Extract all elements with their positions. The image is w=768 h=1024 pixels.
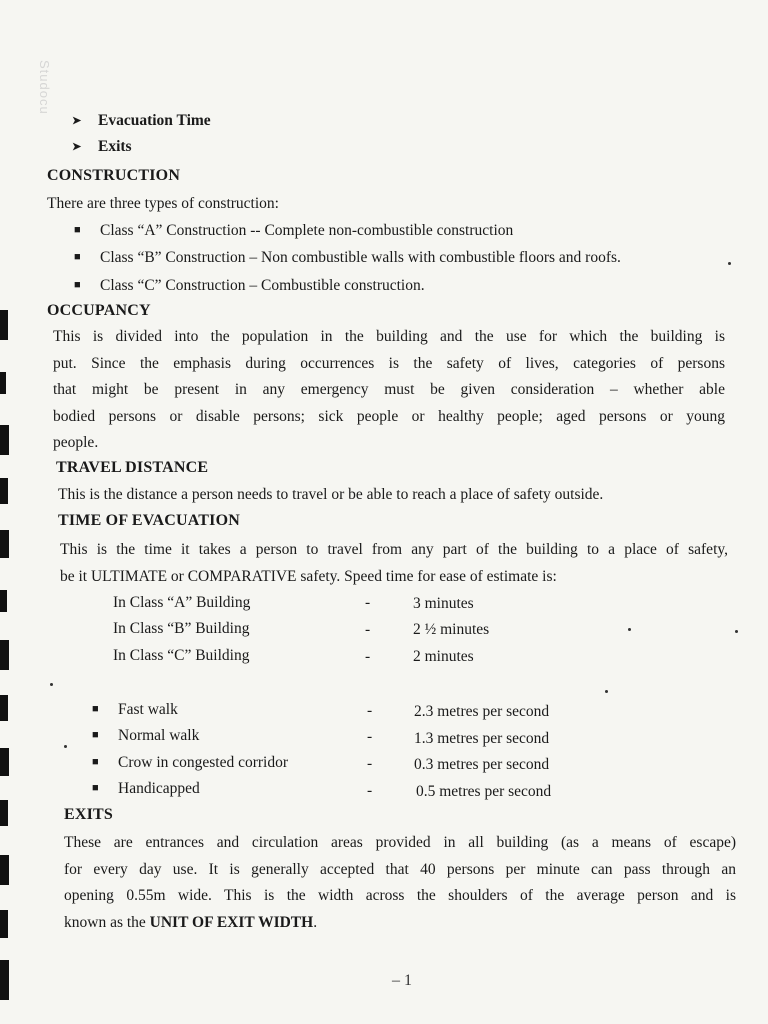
occupancy-paragraph [53, 324, 725, 457]
building-time-row [113, 619, 249, 639]
row-value: 0.5 metres per second [416, 783, 552, 800]
binding-mark [0, 425, 9, 455]
binding-mark [0, 800, 8, 826]
row-value: 2 minutes [413, 648, 474, 665]
speed-row: ■ Handicapped [92, 780, 200, 797]
paragraph-line: be it ULTIMATE or COMPARATIVE safety. Speed time for ease of estimate is: [60, 567, 557, 585]
scan-speck [628, 628, 631, 631]
exits-paragraph [64, 830, 736, 936]
heading-exits: EXITS [64, 806, 114, 823]
unit-of-exit-width: UNIT OF EXIT WIDTH [149, 913, 314, 931]
binding-mark [0, 910, 8, 938]
arrow-bullet-icon: ➤ [72, 141, 82, 153]
square-bullet-icon: ■ [92, 703, 99, 715]
row-value: 2.3 metres per second [414, 703, 550, 720]
row-separator: - [367, 728, 373, 745]
binding-mark [0, 855, 9, 885]
row-label: In Class “B” Building [113, 620, 250, 637]
arrow-bullet-icon: ➤ [72, 115, 82, 127]
binding-mark [0, 372, 6, 394]
paragraph-line: This is divided into the population in the building and the use for which the building is [53, 328, 725, 345]
row-value: 3 minutes [413, 595, 474, 612]
speed-row: ■ Fast walk [92, 701, 178, 718]
row-separator: - [365, 594, 371, 611]
paragraph-line: known as the UNIT OF EXIT WIDTH. [64, 913, 318, 931]
speed-row: ■ Crow in congested corridor [92, 754, 289, 771]
row-separator: - [365, 648, 371, 665]
row-value: 2 ½ minutes [413, 621, 490, 638]
arrow-item-evacuation-time: ➤ Evacuation Time [72, 112, 211, 129]
binding-mark [0, 695, 8, 721]
paragraph-line: put. Since the emphasis during occurrences is the safety of lives, categories of persons [53, 354, 725, 372]
evacuation-paragraph [60, 537, 728, 590]
binding-mark [0, 478, 8, 504]
watermark-text: Studocu [37, 60, 52, 115]
heading-construction: CONSTRUCTION [47, 167, 181, 184]
building-time-row [113, 593, 250, 613]
row-separator: - [367, 782, 373, 799]
binding-mark [0, 960, 9, 1000]
square-bullet-icon: ■ [92, 756, 99, 768]
heading-occupancy: OCCUPANCY [47, 302, 151, 319]
page-footer: – 1 [392, 972, 412, 989]
heading-time-of-evacuation: TIME OF EVACUATION [58, 512, 240, 529]
paragraph-line: for every day use. It is generally accepted that 40 persons per minute can pass through an [64, 860, 736, 878]
binding-mark [0, 310, 8, 340]
row-separator: - [365, 621, 371, 638]
row-separator: - [367, 702, 373, 719]
paragraph-line: that might be present in any emergency must be given consideration – whether able [53, 381, 725, 398]
building-time-row [113, 646, 249, 666]
scan-speck [64, 745, 67, 748]
square-bullet-icon: ■ [92, 782, 99, 794]
speed-row: ■ Normal walk [92, 727, 200, 744]
binding-mark [0, 640, 9, 670]
construction-intro: There are three types of construction: [47, 195, 279, 212]
scan-speck [605, 690, 608, 693]
paragraph-line: people. [53, 434, 99, 451]
square-bullet-icon: ■ [74, 251, 81, 263]
row-label: In Class “A” Building [113, 594, 251, 611]
square-bullet-icon: ■ [74, 279, 81, 291]
row-label: In Class “C” Building [113, 647, 250, 664]
paragraph-line: opening 0.55m wide. This is the width across the shoulders of the average person and is [64, 887, 736, 904]
construction-item: ■ Class “B” Construction – Non combustible walls with combustible floors and roofs. [74, 249, 621, 266]
binding-mark [0, 530, 9, 558]
paragraph-line: This is the time it takes a person to travel from any part of the building to a place of safety, [60, 541, 728, 558]
paragraph-line: bodied persons or disable persons; sick people or healthy people; aged persons or young [53, 407, 725, 425]
paragraph-line: These are entrances and circulation areas provided in all building (as a means of escape) [64, 834, 736, 851]
scan-speck [50, 683, 53, 686]
scan-speck [735, 630, 738, 633]
row-value: 0.3 metres per second [414, 756, 550, 773]
binding-mark [0, 590, 7, 612]
scan-speck [728, 262, 731, 265]
binding-mark [0, 748, 9, 776]
square-bullet-icon: ■ [74, 224, 81, 236]
square-bullet-icon: ■ [92, 729, 99, 741]
construction-item: ■ Class “C” Construction – Combustible construction. [74, 277, 425, 294]
arrow-item-exits: ➤ Exits [72, 138, 132, 155]
row-separator: - [367, 755, 373, 772]
construction-item: ■ Class “A” Construction -- Complete non-combustible construction [74, 222, 514, 239]
travel-distance-text: This is the distance a person needs to travel or be able to reach a place of safety outside. [58, 486, 604, 503]
row-value: 1.3 metres per second [414, 730, 550, 747]
heading-travel-distance: TRAVEL DISTANCE [56, 459, 209, 476]
